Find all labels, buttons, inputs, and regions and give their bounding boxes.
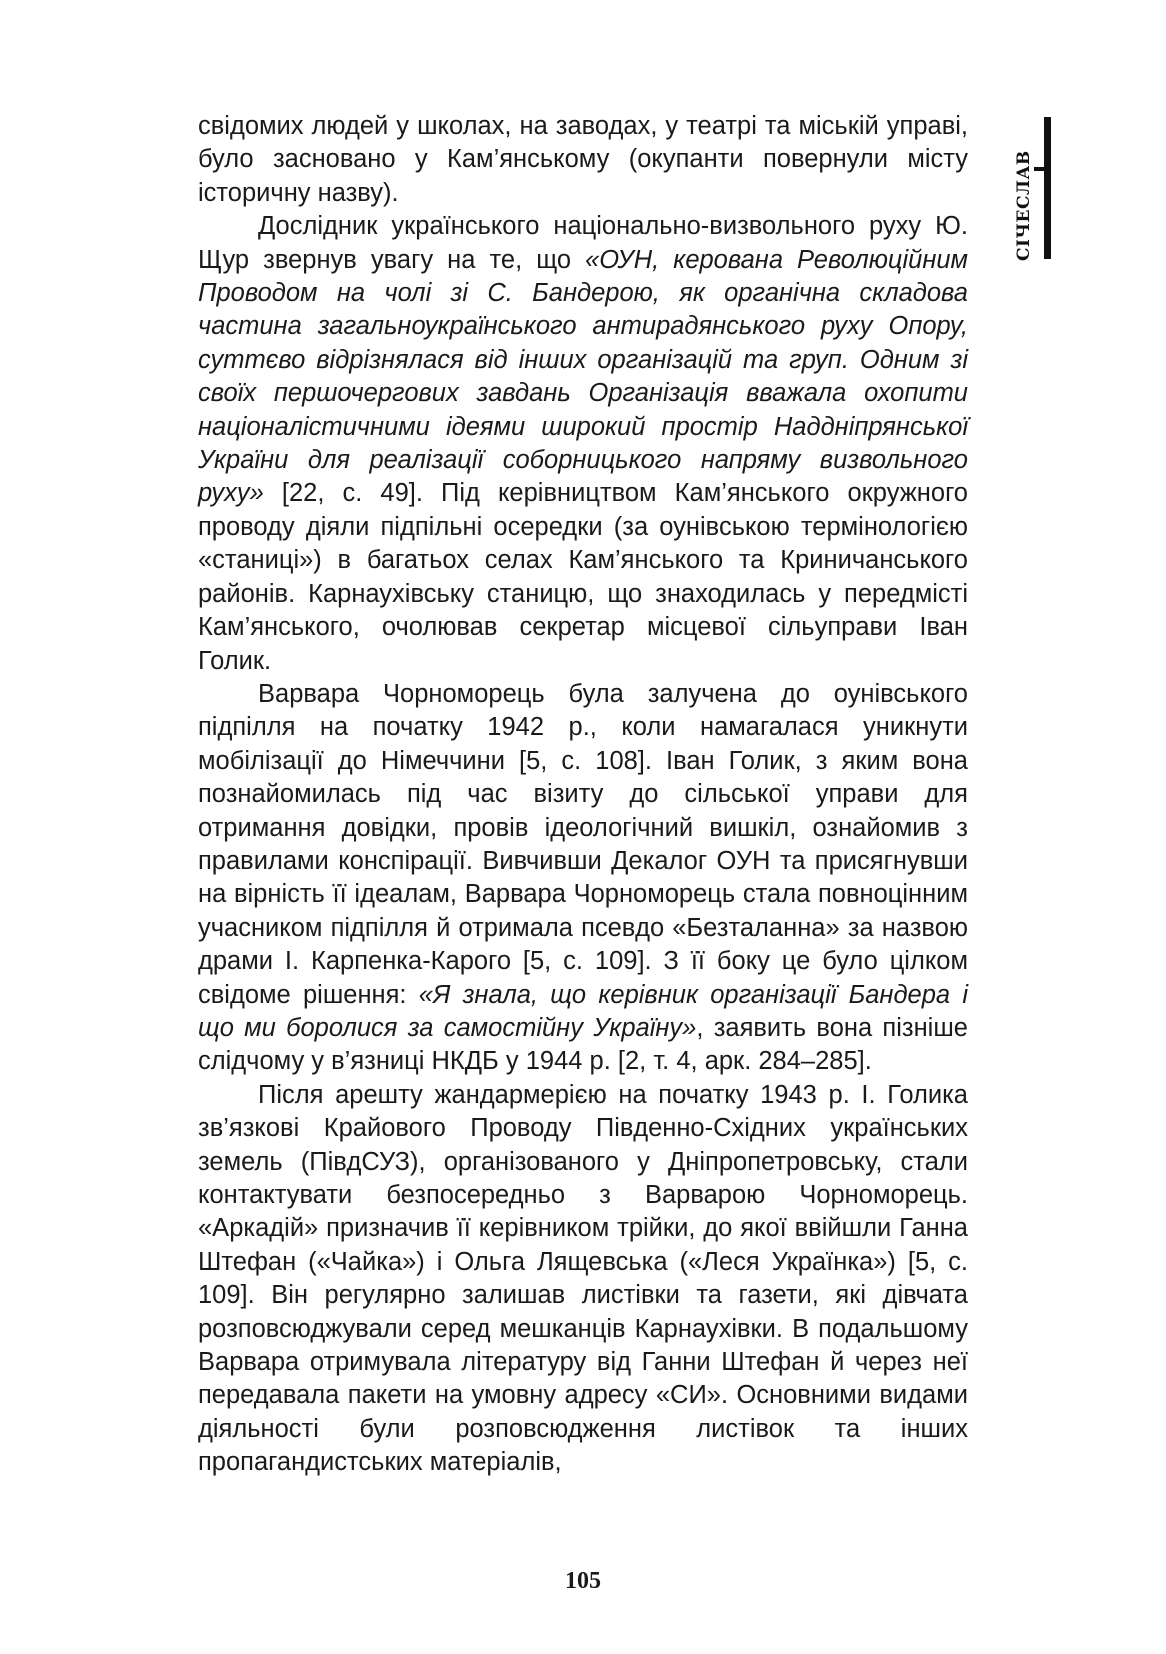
quoted-italic-text: «ОУН, керована Революційним Проводом на чолі зі С. Бандерою, як органічна складова частина загальноукраїнського антирадянського руху Опору, суттєво відрізнялася від інших організацій та груп. Одним зі своїх першочергових завдань Організація вважала охопити націоналістичними ідеями широкий простір Наддніпрянської України для реалізації соборницького напряму визвольного руху» <box>198 245 969 508</box>
quoted-italic-text: «Я знала, що керівник організації Бандера і що ми боролися за самостійну Україну» <box>198 980 968 1042</box>
paragraph <box>198 210 968 678</box>
text-run: Після арешту жандармерією на початку 1943 р. І. Голика зв’язкові Крайового Проводу Південно-Східних українських земель (ПівдСУЗ), організованого у Дніпропетровську, стали контактувати безпосередньо з Варварою Чорноморець. «Аркадій» призначив її керівником трійки, до якої ввійшли Ганна Штефан («Чайка») і Ольга Лящевська («Леся Українка») [5, с. 109]. Він регулярно залишав листівки та газети, які дівчата розповсюджували серед мешканців Карнаухівки. В подальшому Варвара отримувала літературу від Ганни Штефан й через неї передавала пакети на умовну адресу «СИ». Основними видами діяльності були розповсюдження листівок та інших пропагандистських матеріалів, <box>198 1080 968 1477</box>
text-run: , заявить вона пізніше слідчому у в’язниці НКДБ у 1944 р. [2, т. 4, арк. 284–285]. <box>198 1013 968 1076</box>
logo-text: СІЧЕСЛАВ <box>1014 150 1034 261</box>
text-run: Дослідник українського національно-визвольного руху Ю. Щур звернув увагу на те, що <box>198 212 968 274</box>
page-body-text <box>198 110 968 1480</box>
text-run: свідомих людей у школах, на заводах, у театрі та міській управі, було засновано у Кам’янському (окупанти повернули місту історичну назву). <box>198 112 968 207</box>
publisher-logo <box>1008 115 1068 265</box>
text-run: Варвара Чорноморець була залучена до оунівського підпілля на початку 1942 р., коли намагалася уникнути мобілізації до Німеччини [5, с. 108]. Іван Голик, з яким вона познайомилась під час візиту до сільської управи для отримання довідки, провів ідеологічний вишкіл, ознайомив з правилами конспірації. Вивчивши Декалог ОУН та присягнувши на вірність її ідеалам, Варвара Чорноморець стала повноцінним учасником підпілля й отримала псевдо «Безталанна» за назвою драми І. Карпенка-Карого [5, с. 109]. З її боку це було цілком свідоме рішення: <box>198 679 968 1009</box>
logo-bar <box>1044 117 1051 259</box>
paragraph <box>198 678 968 1079</box>
logo-cross <box>1034 167 1048 171</box>
page-number: 105 <box>565 1568 601 1594</box>
paragraph <box>198 110 968 210</box>
paragraph <box>198 1079 968 1480</box>
text-run: [22, с. 49]. Під керівництвом Кам’янського окружного проводу діяли підпільні осередки (за оунівською термінологією «станиці») в багатьох селах Кам’янського та Криничанського районів. Карнаухівську станицю, що знаходилась у передмісті Кам’янського, очолював секретар місцевої сільуправи Іван Голик. <box>198 479 968 675</box>
